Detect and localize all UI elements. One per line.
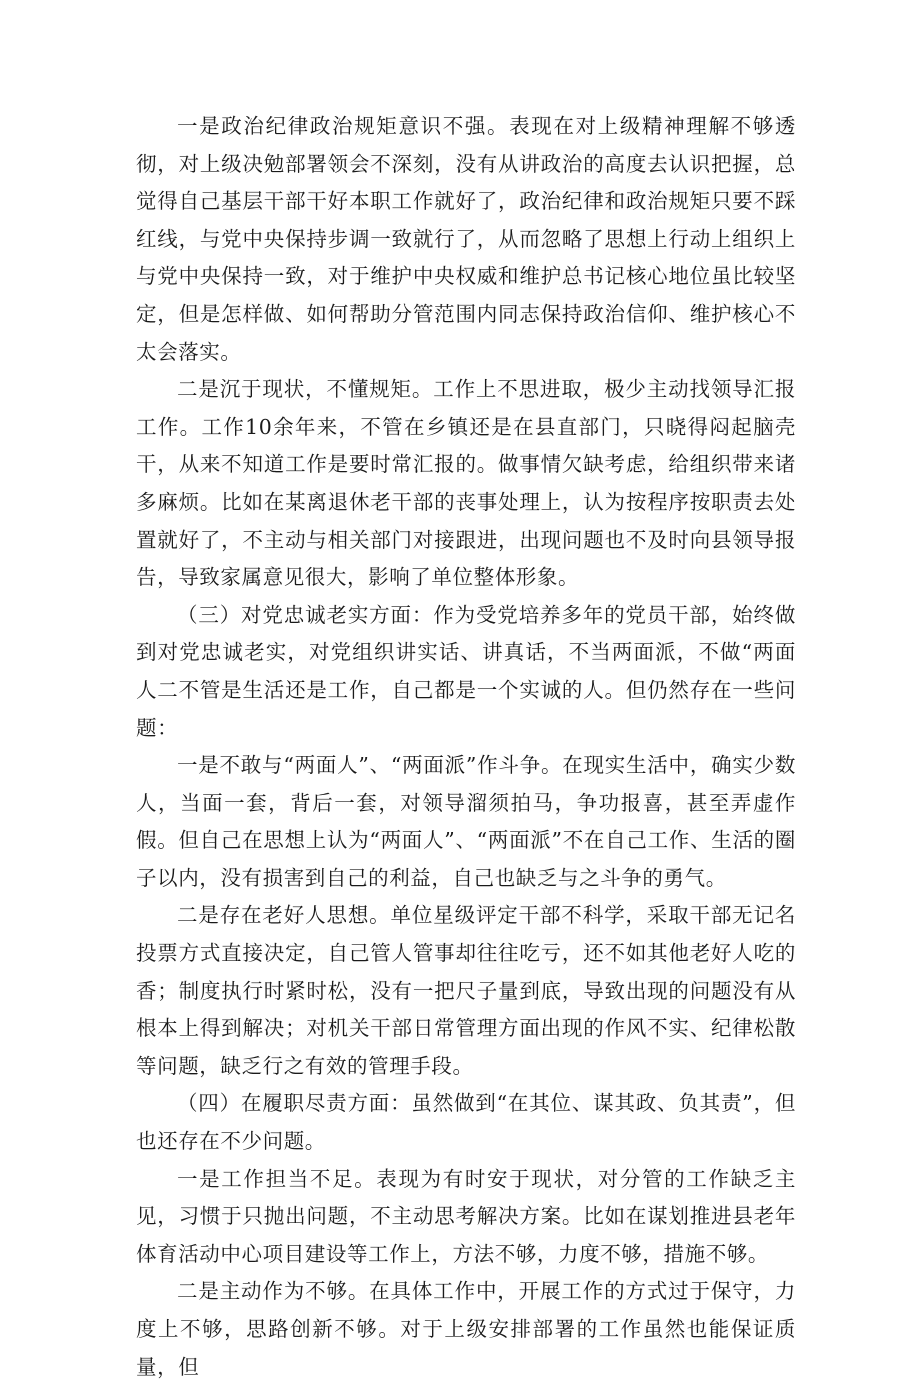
paragraph-complacency: 二是沉于现状，不懂规矩。工作上不思进取，极少主动找领导汇报工作。工作10余年来，不管在乡镇还是在县直部门，只晓得闷起脑壳干，从来不知道工作是要时常汇报的。做事情欠缺考虑，给组织带来诸多麻烦。比如在某离退休老干部的丧事处理上，认为按程序按职责去处置就好了，不主动与相关部门对接跟进，出现问题也不及时向县领导报告，导致家属意见很大，影响了单位整体形象。 [136, 377, 796, 590]
section-heading-loyalty: （三）对党忠诚老实方面：作为受党培养多年的党员干部，始终做到对党忠诚老实，对党组织讲实话、讲真话，不当两面派，不做“两面人二不管是生活还是工作，自己都是一个实诚的人。但仍然存在一些问题： [136, 602, 796, 740]
paragraph-two-faced: 一是不敢与“两面人”、“两面派”作斗争。在现实生活中，确实少数人，当面一套，背后一套，对领导溜须拍马，争功报喜，甚至弄虚作假。但自己在思想上认为“两面人”、“两面派”不在自己工作、生活的圈子以内，没有损害到自己的利益，自己也缺乏与之斗争的勇气。 [136, 753, 796, 890]
paragraph-responsibility: 一是工作担当不足。表现为有时安于现状，对分管的工作缺乏主见，习惯于只抛出问题，不主动思考解决方案。比如在谋划推进县老年体育活动中心项目建设等工作上，方法不够，力度不够，措施不够。 [136, 1166, 796, 1266]
paragraph-political-discipline: 一是政治纪律政治规矩意识不强。表现在对上级精神理解不够透彻，对上级决勉部署领会不深刻，没有从讲政治的高度去认识把握，总觉得自己基层干部干好本职工作就好了，政治纪律和政治规矩只要不踩红线，与党中央保持步调一致就行了，从而忽略了思想上行动上组织上与党中央保持一致，对于维护中央权威和维护总书记核心地位虽比较坚定，但是怎样做、如何帮助分管范围内同志保持政治信仰、维护核心不太会落实。 [136, 114, 796, 364]
paragraph-people-pleaser: 二是存在老好人思想。单位星级评定干部不科学，采取干部无记名投票方式直接决定，自己管人管事却往往吃亏，还不如其他老好人吃的香；制度执行时紧时松，没有一把尺子量到底，导致出现的问题没有从根本上得到解决；对机关干部日常管理方面出现的作风不实、纪律松散等问题，缺乏行之有效的管理手段。 [136, 903, 796, 1078]
section-heading-duty: （四）在履职尽责方面：虽然做到“在其位、谋其政、负其责”，但也还存在不少问题。 [136, 1091, 796, 1154]
paragraph-initiative: 二是主动作为不够。在具体工作中，开展工作的方式过于保守，力度上不够，思路创新不够。对于上级安排部署的工作虽然也能保证质量，但 [136, 1279, 796, 1379]
document-body [136, 108, 796, 1386]
